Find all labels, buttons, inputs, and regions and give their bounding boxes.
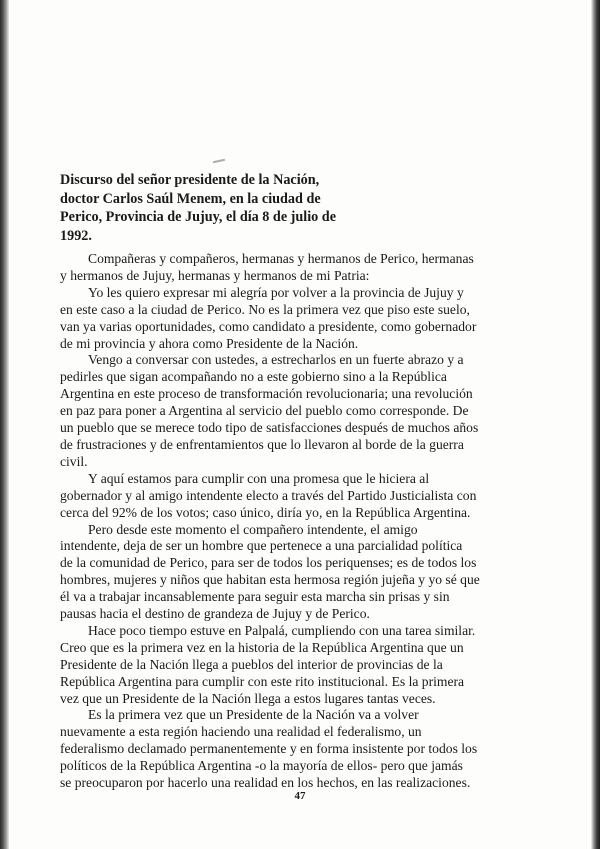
scan-left-edge [0, 0, 9, 849]
body-line: Es la primera vez que un Presidente de la Nación va a volver [88, 707, 419, 723]
body-line: en paz para poner a Argentina al servicio del pueblo como corresponde. De [60, 403, 469, 419]
body-line: Pero desde este momento el compañero intendente, el amigo [88, 521, 418, 537]
body-line: Creo que es la primera vez en la historia de la República Argentina que un [60, 639, 464, 655]
body-line: un pueblo que se merece todo tipo de satisfacciones después de muchos años [60, 420, 479, 436]
speech-body [60, 251, 480, 792]
body-line: pausas hacia el destino de grandeza de Jujuy y de Perico. [60, 606, 370, 622]
body-line: y hermanos de Jujuy, hermanas y hermanos de mi Patria: [60, 267, 370, 283]
body-line: hombres, mujeres y niños que habitan esta hermosa región jujeña y yo sé que [60, 572, 480, 588]
body-line: civil. [60, 453, 88, 469]
body-line: de mi provincia y ahora como Presidente de la Nación. [60, 335, 359, 351]
body-line: Y aquí estamos para cumplir con una promesa que le hiciera al [88, 470, 430, 486]
body-line: intendente, deja de ser un hombre que pertenece a una parcialidad política [60, 538, 463, 554]
body-line: pedirles que sigan acompañando no a este gobierno sino a la República [60, 369, 447, 385]
body-line: República Argentina para cumplir con este rito institucional. Es la primera [60, 673, 465, 689]
body-line: políticos de la República Argentina -o la mayoría de ellos- pero que jamás [60, 758, 463, 774]
heading-line: Discurso del señor presidente de la Nación, [60, 172, 320, 188]
body-line: vez que un Presidente de la Nación llega a estos lugares tantas veces. [60, 690, 436, 706]
body-line: Presidente de la Nación llega a pueblos del interior de provincias de la [60, 656, 443, 672]
page-number: 47 [294, 790, 306, 802]
body-line: en este caso a la ciudad de Perico. No es la primera vez que piso este suelo, [60, 301, 470, 317]
body-line: Yo les quiero expresar mi alegría por volver a la provincia de Jujuy y [88, 284, 464, 300]
body-line: van ya varias oportunidades, como candidato a presidente, como gobernador [60, 318, 477, 334]
speech-heading [60, 171, 360, 245]
body-line: federalismo declamado permanentemente y en forma insistente por todos los [60, 741, 478, 757]
body-line: cerca del 92% de los votos; caso único, diría yo, en la República Argentina. [60, 504, 471, 520]
scan-right-edge [591, 0, 600, 849]
heading-line: doctor Carlos Saúl Menem, en la ciudad de [60, 190, 321, 207]
body-line: se preocuparon por hacerlo una realidad en los hechos, en las realizaciones. [60, 775, 471, 791]
body-line: gobernador y al amigo intendente electo a través del Partido Justicialista con [60, 487, 477, 503]
body-line: él va a trabajar incansablemente para seguir esta marcha sin prisas y sin [60, 589, 450, 605]
heading-line: Perico, Provincia de Jujuy, el día 8 de julio de [60, 209, 336, 225]
body-line: Compañeras y compañeros, hermanas y hermanos de Perico, hermanas [88, 251, 474, 266]
body-line: Vengo a conversar con ustedes, a estrecharlos en un fuerte abrazo y a [88, 352, 464, 368]
body-line: de frustraciones y de enfrentamientos que lo llevaron al borde de la guerra [60, 436, 464, 452]
body-line: Hace poco tiempo estuve en Palpalá, cumpliendo con una tarea similar. [88, 622, 476, 638]
scan-artifact [213, 159, 225, 163]
body-line: nuevamente a esta región haciendo una realidad el federalismo, un [60, 724, 422, 740]
heading-line: 1992. [60, 227, 92, 244]
body-line: Argentina en este proceso de transformación revolucionaria; una revolución [60, 386, 473, 402]
body-line: de la comunidad de Perico, para ser de todos los periquenses; es de todos los [60, 555, 477, 571]
